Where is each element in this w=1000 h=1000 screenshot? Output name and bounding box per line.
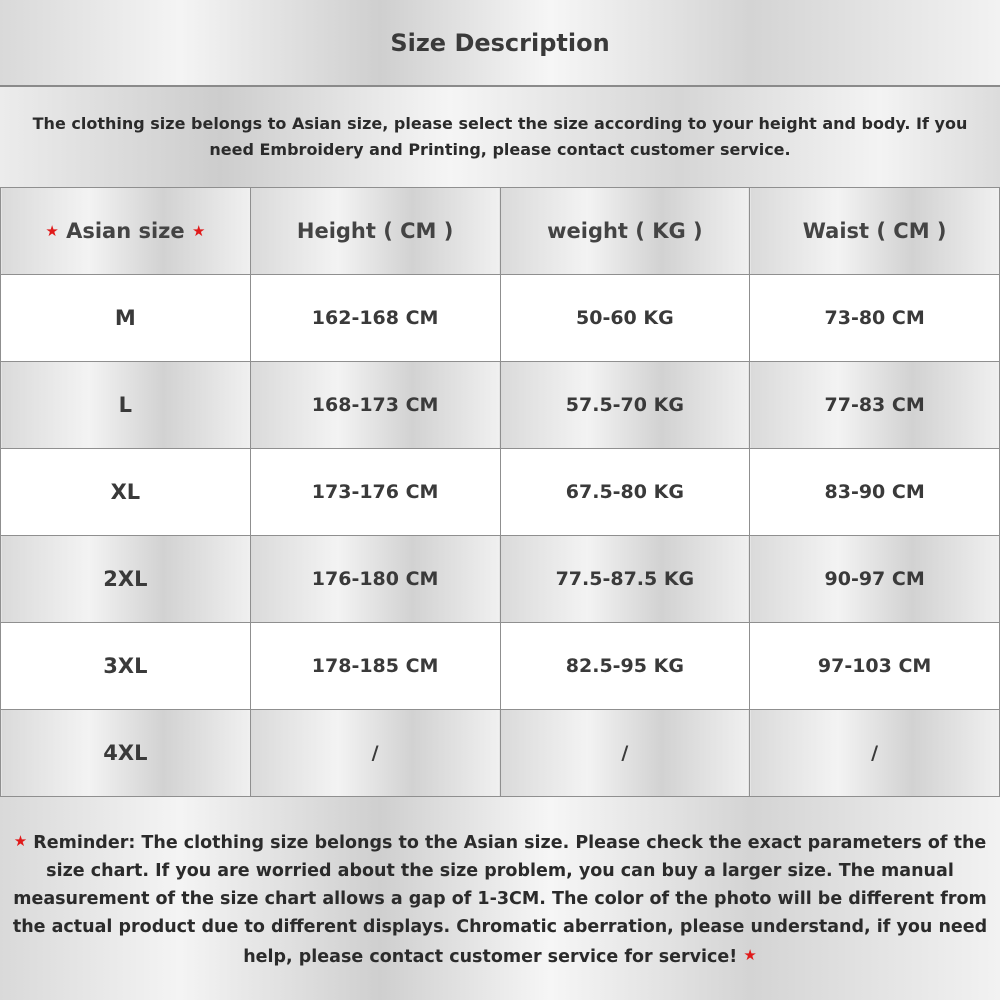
height-cell: 162-168 CM [250, 275, 500, 362]
weight-cell: 82.5-95 KG [500, 623, 750, 710]
intro-band [0, 87, 1000, 187]
page-title: Size Description [390, 29, 610, 57]
table-row [1, 362, 1000, 449]
size-cell: M [1, 275, 251, 362]
star-icon: ★ [13, 831, 28, 850]
weight-cell: / [500, 710, 750, 797]
height-cell: 173-176 CM [250, 449, 500, 536]
height-cell: 178-185 CM [250, 623, 500, 710]
table-row [1, 710, 1000, 797]
star-icon: ★ [45, 222, 59, 240]
waist-cell: 73-80 CM [750, 275, 1000, 362]
reminder-text-block [6, 827, 994, 971]
weight-cell: 67.5-80 KG [500, 449, 750, 536]
intro-text: The clothing size belongs to Asian size, please select the size according to your height and body. If you need Embroidery and Printing, please contact customer service. [32, 114, 968, 159]
size-cell: 3XL [1, 623, 251, 710]
table-row [1, 449, 1000, 536]
header-weight: weight ( KG ) [500, 188, 750, 275]
table-row [1, 275, 1000, 362]
star-icon: ★ [191, 222, 206, 240]
size-table [0, 187, 1000, 797]
height-cell: 176-180 CM [250, 536, 500, 623]
size-cell: 4XL [1, 710, 251, 797]
waist-cell: / [750, 710, 1000, 797]
header-asian-size [1, 188, 251, 275]
weight-cell: 50-60 KG [500, 275, 750, 362]
table-row [1, 536, 1000, 623]
waist-cell: 97-103 CM [750, 623, 1000, 710]
table-row [1, 623, 1000, 710]
weight-cell: 57.5-70 KG [500, 362, 750, 449]
header-height: Height ( CM ) [250, 188, 500, 275]
table-header-row [1, 188, 1000, 275]
size-cell: L [1, 362, 251, 449]
waist-cell: 77-83 CM [750, 362, 1000, 449]
header-waist: Waist ( CM ) [750, 188, 1000, 275]
size-cell: 2XL [1, 536, 251, 623]
title-band [0, 0, 1000, 86]
reminder-band [0, 796, 1000, 1000]
waist-cell: 83-90 CM [750, 449, 1000, 536]
weight-cell: 77.5-87.5 KG [500, 536, 750, 623]
star-icon: ★ [743, 945, 757, 964]
header-label: Asian size [66, 219, 185, 243]
reminder-text: Reminder: The clothing size belongs to the Asian size. Please check the exact parameters of the size chart. If you are worried about the size problem, you can buy a larger size. The manual measurement of the size chart allows a gap of 1-3CM. The color of the photo will be different from the actual product due to different displays. Chromatic aberration, please understand, if you need help, please contact customer service for service! [12, 832, 988, 967]
height-cell: 168-173 CM [250, 362, 500, 449]
waist-cell: 90-97 CM [750, 536, 1000, 623]
height-cell: / [250, 710, 500, 797]
size-cell: XL [1, 449, 251, 536]
